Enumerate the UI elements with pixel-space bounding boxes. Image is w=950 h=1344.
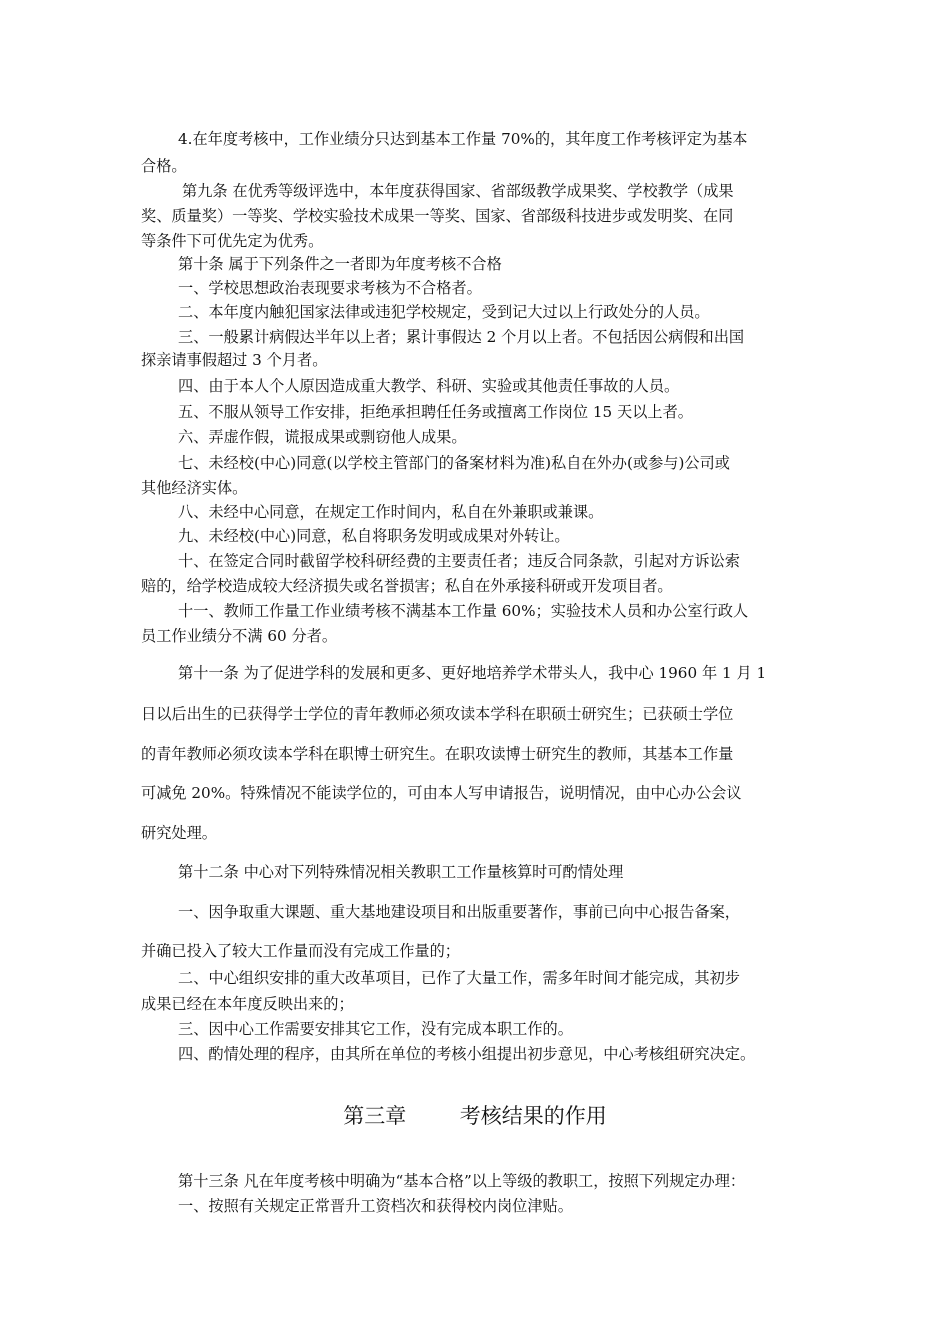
paragraph-line: 第十二条 中心对下列特殊情况相关教职工工作量核算时可酌情处理 <box>178 863 624 881</box>
paragraph-line: 二、本年度内触犯国家法律或违犯学校规定，受到记大过以上行政处分的人员。 <box>178 303 710 321</box>
paragraph-line: 五、不服从领导工作安排，拒绝承担聘任任务或擅离工作岗位 15 天以上者。 <box>178 403 693 421</box>
paragraph-line: 一、学校思想政治表现要求考核为不合格者。 <box>178 279 482 297</box>
paragraph-line: 赔的，给学校造成较大经济损失或名誉损害；私自在外承接科研或开发项目者。 <box>141 577 673 595</box>
paragraph-line: 三、因中心工作需要安排其它工作，没有完成本职工作的。 <box>178 1020 573 1038</box>
paragraph-line: 十、在签定合同时截留学校科研经费的主要责任者；违反合同条款，引起对方诉讼索 <box>178 552 740 570</box>
paragraph-line: 合格。 <box>141 157 187 175</box>
paragraph-line: 四、由于本人个人原因造成重大教学、科研、实验或其他责任事故的人员。 <box>178 377 680 395</box>
paragraph-line: 可减免 20%。特殊情况不能读学位的，可由本人写申请报告，说明情况，由中心办公会议 <box>141 784 742 802</box>
paragraph-line: 第十条 属于下列条件之一者即为年度考核不合格 <box>178 255 502 273</box>
chapter-heading: 第三章 考核结果的作用 <box>343 1104 607 1128</box>
paragraph-line: 第九条 在优秀等级评选中，本年度获得国家、省部级教学成果奖、学校教学（成果 <box>182 182 734 200</box>
paragraph-line: 日以后出生的已获得学士学位的青年教师必须攻读本学科在职硕士研究生；已获硕士学位 <box>141 705 734 723</box>
paragraph-line: 二、中心组织安排的重大改革项目，已作了大量工作，需多年时间才能完成，其初步 <box>178 969 740 987</box>
paragraph-line: 九、未经校(中心)同意，私自将职务发明或成果对外转让。 <box>178 527 570 545</box>
paragraph-line: 研究处理。 <box>141 824 217 842</box>
paragraph-line: 的青年教师必须攻读本学科在职博士研究生。在职攻读博士研究生的教师，其基本工作量 <box>141 745 734 763</box>
paragraph-line: 八、未经中心同意，在规定工作时间内，私自在外兼职或兼课。 <box>178 503 604 521</box>
paragraph-line: 探亲请事假超过 3 个月者。 <box>141 351 328 369</box>
paragraph-line: 员工作业绩分不满 60 分者。 <box>141 627 338 645</box>
paragraph-line: 四、酌情处理的程序，由其所在单位的考核小组提出初步意见，中心考核组研究决定。 <box>178 1045 756 1063</box>
paragraph-line: 奖、质量奖）一等奖、学校实验技术成果一等奖、国家、省部级科技进步或发明奖、在同 <box>141 207 734 225</box>
paragraph-line: 其他经济实体。 <box>141 479 248 497</box>
paragraph-line: 4.在年度考核中，工作业绩分只达到基本工作量 70%的，其年度工作考核评定为基本 <box>178 130 748 148</box>
paragraph-line: 一、按照有关规定正常晋升工资档次和获得校内岗位津贴。 <box>178 1197 573 1215</box>
paragraph-line: 七、未经校(中心)同意(以学校主管部门的备案材料为准)私自在外办(或参与)公司或 <box>178 454 730 472</box>
paragraph-line: 第十三条 凡在年度考核中明确为“基本合格”以上等级的教职工，按照下列规定办理： <box>178 1172 746 1190</box>
paragraph-line: 六、弄虚作假，谎报成果或剽窃他人成果。 <box>178 428 467 446</box>
paragraph-line: 三、一般累计病假达半年以上者；累计事假达 2 个月以上者。不包括因公病假和出国 <box>178 328 745 346</box>
paragraph-line: 一、因争取重大课题、重大基地建设项目和出版重要著作，事前已向中心报告备案， <box>178 903 740 921</box>
paragraph-line: 成果已经在本年度反映出来的； <box>141 995 354 1013</box>
paragraph-line: 第十一条 为了促进学科的发展和更多、更好地培养学术带头人，我中心 1960 年 1 月 1 <box>178 664 767 682</box>
paragraph-line: 等条件下可优先定为优秀。 <box>141 232 324 250</box>
paragraph-line: 并确已投入了较大工作量而没有完成工作量的； <box>141 942 460 960</box>
paragraph-line: 十一、教师工作量工作业绩考核不满基本工作量 60%；实验技术人员和办公室行政人 <box>178 602 749 620</box>
